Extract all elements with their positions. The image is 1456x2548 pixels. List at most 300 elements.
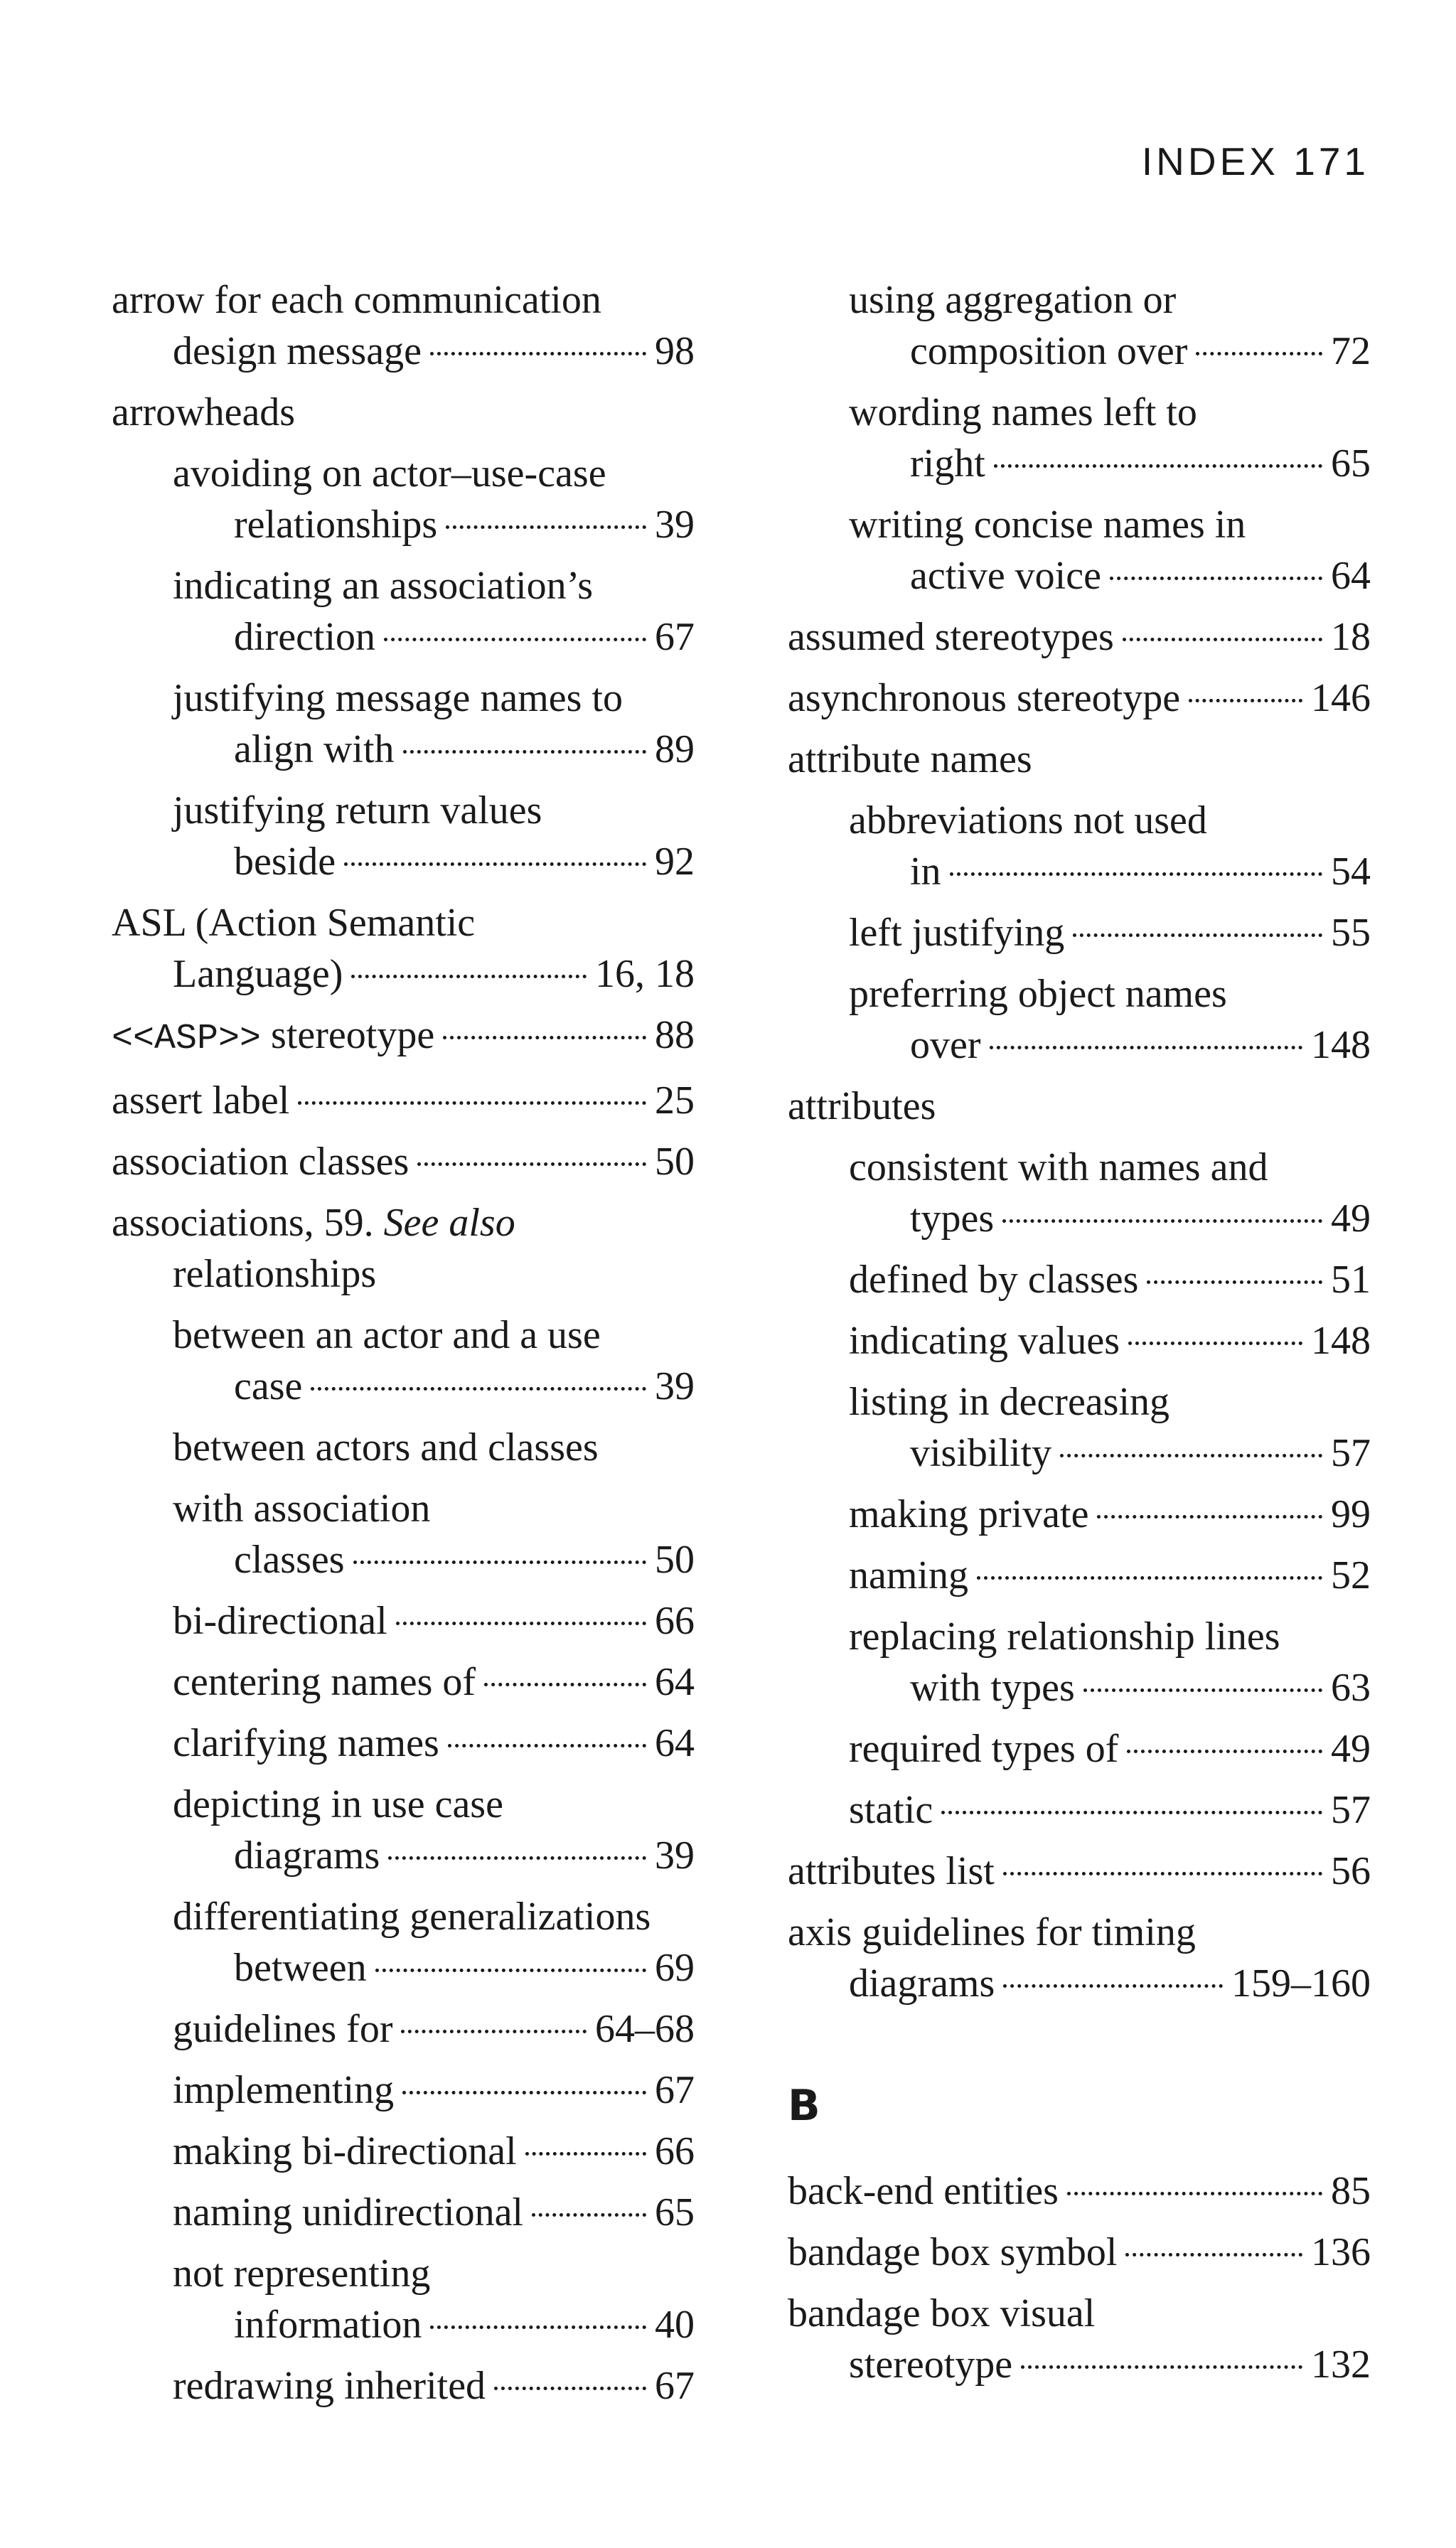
- index-term: [849, 1315, 1120, 1366]
- header-title: INDEX: [1141, 139, 1279, 183]
- index-term-text: making bi-directional: [173, 2129, 517, 2173]
- page-reference: 148: [1311, 1023, 1371, 1067]
- index-term: [849, 274, 1371, 326]
- index-term-text: attributes: [788, 1084, 936, 1128]
- dot-leader: [525, 2152, 646, 2156]
- index-entry: [788, 2227, 1371, 2278]
- index-entry-continuation: [112, 326, 695, 377]
- index-entry-row: [173, 2360, 695, 2412]
- index-term-continued: case: [234, 1364, 303, 1408]
- index-entry: [788, 499, 1371, 601]
- page-reference: 92: [655, 840, 695, 884]
- page-reference: 69: [655, 1946, 695, 1990]
- index-entry: [112, 1891, 695, 1993]
- index-entry: [112, 897, 695, 1000]
- page-reference: 25: [655, 1078, 695, 1123]
- index-entry-row: [788, 611, 1371, 663]
- index-term-text: ASL (Action Semantic: [112, 901, 476, 945]
- index-term-continued: composition over: [910, 329, 1188, 373]
- index-term: [849, 907, 1064, 958]
- index-term: [173, 448, 695, 499]
- index-entry: [788, 1907, 1371, 2009]
- dot-leader: [298, 1101, 646, 1105]
- index-term: [173, 2187, 523, 2238]
- index-group-b: [788, 2166, 1371, 2390]
- page-reference: 88: [655, 1013, 695, 1057]
- index-entry: [112, 560, 695, 663]
- index-term-text: between actors and classes: [173, 1425, 599, 1470]
- section-heading-b: B: [788, 2081, 820, 2131]
- index-entry: [788, 1611, 1371, 1713]
- index-term-continued: align with: [234, 727, 395, 771]
- dot-leader: [977, 1576, 1322, 1580]
- index-term: [788, 2227, 1117, 2278]
- index-entry: [788, 2166, 1371, 2217]
- index-term-text: justifying return values: [173, 788, 542, 833]
- dot-leader: [1127, 1750, 1322, 1753]
- index-entry-continuation: [173, 611, 695, 663]
- index-entry-row: [173, 2003, 695, 2055]
- see-also-label: See also: [383, 1201, 515, 1245]
- index-entry-row: [173, 1718, 695, 1769]
- index-term-text: clarifying names: [173, 1721, 439, 1765]
- index-entry-row: [849, 1784, 1371, 1836]
- index-entry: [788, 673, 1371, 724]
- page-reference: 66: [655, 1599, 695, 1643]
- index-term-continued: relationships: [234, 503, 438, 547]
- index-entry-continuation: [849, 326, 1371, 377]
- index-entry-row: [849, 1723, 1371, 1774]
- dot-leader: [446, 525, 646, 529]
- dot-leader: [1196, 352, 1322, 355]
- page-reference: 49: [1331, 1727, 1371, 1771]
- dot-leader: [448, 1744, 646, 1747]
- index-term-text: bi-directional: [173, 1599, 387, 1643]
- index-entry-continuation: [788, 2339, 1371, 2390]
- index-term-continued: in: [910, 850, 941, 894]
- index-term: [112, 1136, 409, 1187]
- index-term-text: implementing: [173, 2068, 395, 2112]
- page-reference: 50: [655, 1140, 695, 1184]
- index-entry: [112, 2360, 695, 2412]
- index-entry: [788, 1315, 1371, 1366]
- page-reference: 40: [655, 2303, 695, 2347]
- index-term: [849, 795, 1371, 846]
- index-entry-continuation: [849, 438, 1371, 489]
- index-column-left: [112, 274, 695, 2421]
- index-term-continued: classes: [234, 1538, 345, 1582]
- index-term-continued: visibility: [910, 1431, 1052, 1475]
- index-term-text: naming unidirectional: [173, 2190, 523, 2234]
- index-entry-row: [112, 1075, 695, 1126]
- page-reference: 63: [1331, 1666, 1371, 1710]
- index-entry: [112, 2003, 695, 2055]
- index-entry: [788, 1081, 1371, 1132]
- index-entry: [788, 1489, 1371, 1540]
- index-term: [173, 1891, 695, 1942]
- index-entry: [788, 1142, 1371, 1244]
- index-entry: [112, 673, 695, 775]
- dot-leader: [1128, 1342, 1302, 1345]
- index-entry-continuation: [112, 1248, 695, 1300]
- index-term: [849, 1142, 1371, 1193]
- dot-leader: [941, 1811, 1322, 1814]
- index-entry-row: [849, 1315, 1371, 1366]
- dot-leader: [403, 750, 646, 754]
- page-reference: 136: [1311, 2230, 1371, 2274]
- index-term-continued: between: [234, 1946, 367, 1990]
- dot-leader: [344, 862, 646, 866]
- index-entry-row: [849, 1254, 1371, 1305]
- page-reference: 39: [655, 503, 695, 547]
- index-term-text: replacing relationship lines: [849, 1615, 1280, 1659]
- index-entry-row: [788, 2166, 1371, 2217]
- index-term-text: axis guidelines for timing: [788, 1910, 1196, 1954]
- index-term: [788, 1846, 995, 1897]
- index-term: [173, 2003, 392, 2055]
- dot-leader: [388, 1856, 646, 1860]
- index-term: [849, 1723, 1118, 1774]
- index-term-text: not representing: [173, 2252, 431, 2296]
- index-entry: [112, 274, 695, 377]
- dot-leader: [1123, 638, 1322, 641]
- index-entry: [112, 1010, 695, 1065]
- index-term: [173, 1483, 695, 1534]
- index-term-text: indicating values: [849, 1319, 1120, 1363]
- page-reference: 56: [1331, 1849, 1371, 1893]
- index-entry: [112, 1310, 695, 1412]
- index-term: [849, 1376, 1371, 1428]
- index-term: [173, 2065, 394, 2116]
- index-entry: [788, 1254, 1371, 1305]
- index-entry-continuation: [849, 1428, 1371, 1479]
- index-entry-row: [849, 1550, 1371, 1601]
- index-term-text: static: [849, 1788, 933, 1832]
- page-reference: 39: [655, 1834, 695, 1878]
- dot-leader: [532, 2213, 646, 2217]
- index-column-right: [788, 274, 1371, 2400]
- index-entry-continuation: [849, 846, 1371, 897]
- index-entry-continuation: [173, 1361, 695, 1412]
- page-reference: 51: [1331, 1258, 1371, 1302]
- index-entry-row: [849, 907, 1371, 958]
- index-term-continued: relationships: [173, 1252, 377, 1296]
- index-term: [112, 387, 695, 438]
- index-entry-continuation: [173, 1942, 695, 1993]
- index-term: [788, 673, 1180, 724]
- index-term-text: asynchronous stereotype: [788, 676, 1181, 720]
- dot-leader: [1125, 2253, 1302, 2257]
- dot-leader: [417, 1162, 646, 1166]
- index-term: [173, 1779, 695, 1830]
- page-reference: 64: [655, 1721, 695, 1765]
- index-term-continued: direction: [234, 615, 376, 659]
- index-entry: [112, 387, 695, 438]
- index-term: [173, 2360, 486, 2412]
- index-entry: [788, 2288, 1371, 2390]
- index-term-text: attribute names: [788, 737, 1032, 781]
- index-entry-row: [788, 2227, 1371, 2278]
- dot-leader: [396, 1622, 646, 1625]
- index-term: [173, 673, 695, 724]
- index-entry: [112, 1075, 695, 1126]
- dot-leader: [353, 1561, 646, 1564]
- index-term-text: indicating an association’s: [173, 564, 593, 608]
- index-entry: [112, 2187, 695, 2238]
- page-reference: 50: [655, 1538, 695, 1582]
- page-reference: 64: [1331, 554, 1371, 598]
- dot-leader: [990, 1046, 1302, 1049]
- index-entry: [788, 907, 1371, 958]
- index-entry-continuation: [849, 550, 1371, 601]
- dot-leader: [401, 2030, 587, 2033]
- page-reference: 39: [655, 1364, 695, 1408]
- index-term-continued: with types: [910, 1666, 1075, 1710]
- running-header: [1141, 139, 1369, 183]
- index-term-continued: right: [910, 441, 985, 486]
- index-entry-continuation: [173, 836, 695, 887]
- index-term-text: attributes list: [788, 1849, 995, 1893]
- dot-leader: [430, 352, 646, 355]
- dot-leader: [1147, 1280, 1322, 1284]
- index-term-code: <<ASP>>: [112, 1019, 262, 1059]
- index-entry: [112, 1595, 695, 1647]
- index-term: [849, 968, 1371, 1019]
- index-entry-continuation: [173, 2299, 695, 2350]
- index-term-text: centering names of: [173, 1660, 476, 1704]
- dot-leader: [1021, 2365, 1302, 2369]
- page-reference: 132: [1311, 2343, 1371, 2387]
- index-term: [788, 1081, 1371, 1132]
- index-entry-continuation: [788, 1958, 1371, 2009]
- index-term-text: naming: [849, 1553, 968, 1597]
- index-term: [788, 2288, 1371, 2339]
- index-term: [788, 2166, 1059, 2217]
- dot-leader: [1067, 2192, 1322, 2195]
- index-entry: [112, 1718, 695, 1769]
- page-reference: 148: [1311, 1319, 1371, 1363]
- page-reference: 85: [1331, 2169, 1371, 2213]
- dot-leader: [311, 1387, 646, 1391]
- index-term-continued: diagrams: [234, 1834, 380, 1878]
- index-term: [849, 387, 1371, 438]
- index-term-text: differentiating generalizations: [173, 1895, 651, 1939]
- index-term-continued: information: [234, 2303, 422, 2347]
- dot-leader: [443, 1036, 646, 1039]
- page-reference: 98: [655, 329, 695, 373]
- index-term-text: wording names left to: [849, 390, 1197, 434]
- index-entry-row: [788, 1846, 1371, 1897]
- page-reference: 89: [655, 727, 695, 771]
- page-reference: 65: [655, 2190, 695, 2234]
- index-term: [788, 1907, 1371, 1958]
- index-term: [788, 734, 1371, 785]
- index-term-text: left justifying: [849, 911, 1065, 955]
- index-entry: [112, 1656, 695, 1708]
- index-term: [849, 1611, 1371, 1662]
- index-entry: [112, 448, 695, 550]
- index-term-text: associations, 59.: [112, 1201, 384, 1245]
- dot-leader: [994, 464, 1322, 468]
- index-term-text: arrowheads: [112, 390, 296, 434]
- page-reference: 18: [1331, 615, 1371, 659]
- dot-leader: [1002, 1219, 1322, 1223]
- page-reference: 57: [1331, 1788, 1371, 1832]
- index-entry-continuation: [849, 1662, 1371, 1713]
- index-term: [173, 2248, 695, 2299]
- index-entry-continuation: [173, 499, 695, 550]
- index-term-continued: over: [910, 1023, 981, 1067]
- index-entry: [788, 274, 1371, 377]
- index-term-text: defined by classes: [849, 1258, 1139, 1302]
- index-term: [788, 611, 1114, 663]
- index-term-text: assert label: [112, 1078, 290, 1123]
- index-entry: [112, 2065, 695, 2116]
- index-term-text: using aggregation or: [849, 278, 1177, 322]
- index-term-text: depicting in use case: [173, 1782, 503, 1826]
- index-entry: [112, 2248, 695, 2350]
- index-term-text: redrawing inherited: [173, 2364, 486, 2408]
- dot-leader: [384, 638, 646, 641]
- index-entry-row: [112, 1010, 695, 1065]
- index-entry: [112, 1779, 695, 1881]
- index-term: [173, 1310, 695, 1361]
- page-reference: 57: [1331, 1431, 1371, 1475]
- index-entry-continuation: [173, 724, 695, 775]
- dot-leader: [1189, 699, 1302, 702]
- index-term-continued: diagrams: [849, 1961, 995, 2006]
- index-term-continued: stereotype: [849, 2343, 1013, 2387]
- dot-leader: [402, 2091, 646, 2094]
- index-term-continued: types: [910, 1197, 995, 1241]
- index-term: [112, 897, 695, 948]
- page-reference: 67: [655, 2364, 695, 2408]
- page-reference: 54: [1331, 850, 1371, 894]
- index-entry: [788, 1723, 1371, 1774]
- index-entry-row: [849, 1489, 1371, 1540]
- index-entry-row: [173, 1595, 695, 1647]
- index-term-continued: active voice: [910, 554, 1101, 598]
- index-term: [112, 274, 695, 326]
- header-page-number: 171: [1293, 139, 1369, 183]
- dot-leader: [484, 1683, 646, 1686]
- index-term-continued: beside: [234, 840, 336, 884]
- index-term: [849, 1784, 933, 1836]
- index-term: [173, 1422, 695, 1473]
- index-term-text: with association: [173, 1487, 431, 1531]
- index-entry: [788, 611, 1371, 663]
- index-entry-continuation: [849, 1193, 1371, 1244]
- index-term: [849, 1550, 968, 1601]
- index-entry: [788, 1376, 1371, 1479]
- index-term: [173, 1656, 476, 1708]
- page-reference: 55: [1331, 911, 1371, 955]
- dot-leader: [1110, 577, 1322, 580]
- index-entry-row: [788, 673, 1371, 724]
- index-term-text: between an actor and a use: [173, 1313, 601, 1357]
- index-entry: [788, 795, 1371, 897]
- index-entry: [112, 785, 695, 887]
- index-entry-row: [173, 2126, 695, 2177]
- index-entry: [788, 1846, 1371, 1897]
- index-entry-row: [173, 1656, 695, 1708]
- index-term-text: justifying message names to: [173, 676, 623, 720]
- index-entry: [112, 1422, 695, 1473]
- index-entry-continuation: [112, 948, 695, 1000]
- dot-leader: [950, 872, 1322, 876]
- page-reference: 65: [1331, 441, 1371, 486]
- index-entry: [788, 968, 1371, 1071]
- index-term: [173, 2126, 517, 2177]
- index-entry: [788, 734, 1371, 785]
- index-entry-continuation: [849, 1019, 1371, 1071]
- page-reference: 52: [1331, 1553, 1371, 1597]
- index-term: [849, 499, 1371, 550]
- page-reference: 99: [1331, 1492, 1371, 1536]
- index-term: [112, 1075, 289, 1126]
- index-term-text: abbreviations not used: [849, 798, 1207, 842]
- index-term-continued: Language): [173, 952, 343, 996]
- index-entry: [788, 1784, 1371, 1836]
- index-term: [173, 1718, 439, 1769]
- index-entry-row: [173, 2187, 695, 2238]
- index-term: [849, 1254, 1138, 1305]
- dot-leader: [1003, 1872, 1322, 1875]
- index-entry: [788, 1550, 1371, 1601]
- dot-leader: [375, 1969, 646, 1972]
- index-term-text: listing in decreasing: [849, 1380, 1170, 1424]
- index-term: [173, 785, 695, 836]
- index-term-text: guidelines for: [173, 2007, 393, 2051]
- index-term-text: back-end entities: [788, 2169, 1059, 2213]
- index-term: [112, 1197, 695, 1248]
- dot-leader: [1073, 933, 1322, 937]
- index-term-text: making private: [849, 1492, 1089, 1536]
- page-reference: 67: [655, 615, 695, 659]
- page-reference: 146: [1311, 676, 1371, 720]
- index-term-text: bandage box symbol: [788, 2230, 1118, 2274]
- index-term: [849, 1489, 1088, 1540]
- index-entry: [112, 1197, 695, 1300]
- page-reference: 72: [1331, 329, 1371, 373]
- index-term-continued: design message: [173, 329, 422, 373]
- index-term-text: assumed stereotypes: [788, 615, 1114, 659]
- index-term: [173, 560, 695, 611]
- index-entry: [112, 1483, 695, 1585]
- page-reference: 49: [1331, 1197, 1371, 1241]
- index-term-text: writing concise names in: [849, 503, 1246, 547]
- index-term-text: stereotype: [261, 1013, 435, 1057]
- index-entry-row: [112, 1136, 695, 1187]
- index-term: [173, 1595, 387, 1647]
- index-entry-continuation: [173, 1534, 695, 1585]
- dot-leader: [1003, 1984, 1223, 1988]
- index-term-text: association classes: [112, 1140, 410, 1184]
- dot-leader: [1097, 1515, 1322, 1519]
- page-reference: 64–68: [595, 2007, 695, 2051]
- index-group-a-continued: [788, 274, 1371, 2009]
- index-entry-row: [173, 2065, 695, 2116]
- index-entry: [112, 1136, 695, 1187]
- index-term-text: required types of: [849, 1727, 1119, 1771]
- page-reference: 16, 18: [595, 952, 695, 996]
- dot-leader: [351, 975, 587, 978]
- index-term-text: bandage box visual: [788, 2291, 1096, 2335]
- index-term-text: avoiding on actor–use-case: [173, 451, 606, 496]
- page-reference: 67: [655, 2068, 695, 2112]
- dot-leader: [1060, 1454, 1322, 1457]
- index-entry: [112, 2126, 695, 2177]
